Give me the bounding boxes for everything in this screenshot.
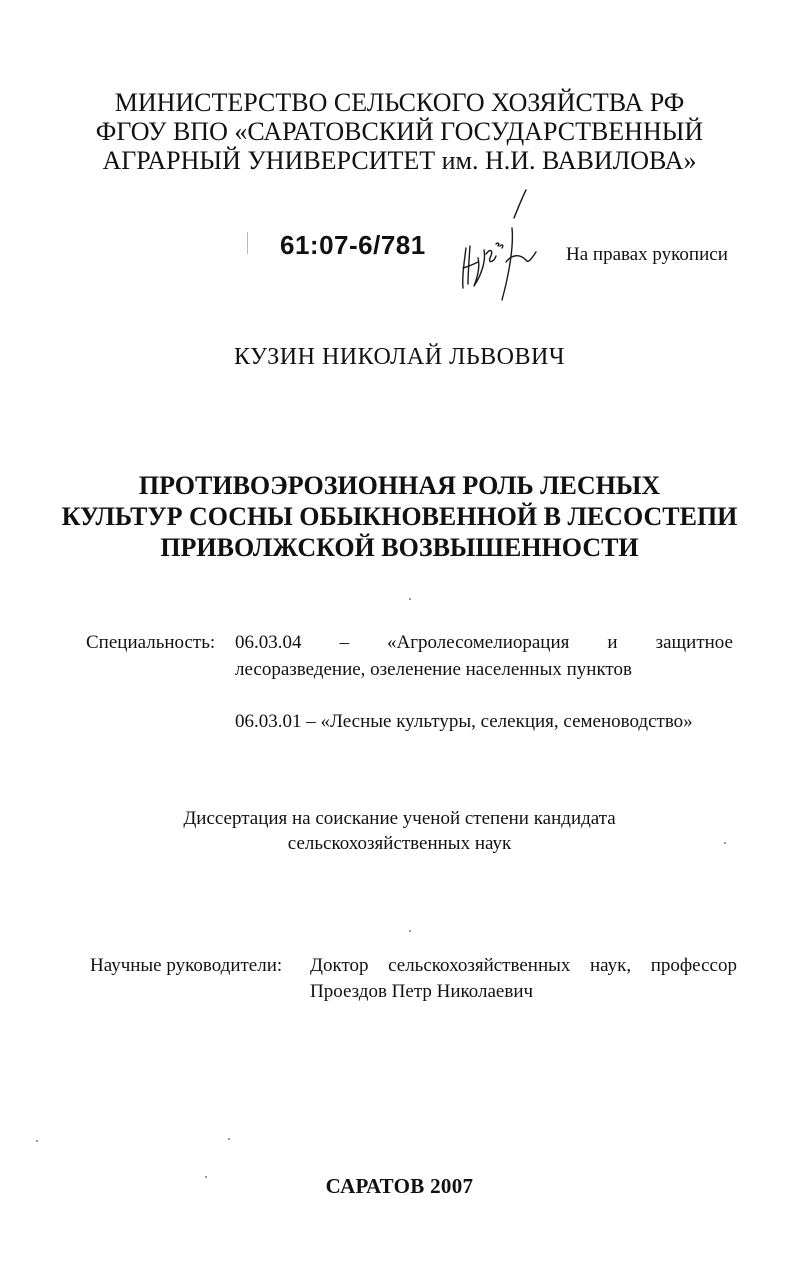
stamp-mark	[247, 232, 248, 254]
ministry-line-3: АГРАРНЫЙ УНИВЕРСИТЕТ им. Н.И. ВАВИЛОВА»	[102, 146, 697, 175]
specialty-dash: –	[339, 632, 350, 653]
degree-word-1: Доктор	[310, 955, 369, 976]
specialty-second: 06.03.01 – «Лесные культуры, селекция, семеноводство»	[235, 711, 693, 732]
scan-speck	[409, 598, 411, 600]
dissertation-title	[0, 470, 799, 563]
specialty-code-1: 06.03.04	[235, 632, 302, 653]
supervisor-name: Проездов Петр Николаевич	[310, 981, 534, 1002]
city-year: САРАТОВ 2007	[325, 1174, 474, 1198]
scan-speck	[228, 1138, 230, 1140]
title-line-2: КУЛЬТУР СОСНЫ ОБЫКНОВЕННОЙ В ЛЕСОСТЕПИ	[61, 502, 738, 531]
dissertation-statement	[0, 806, 799, 856]
specialty-label: Специальность:	[86, 632, 216, 653]
title-line-1: ПРОТИВОЭРОЗИОННАЯ РОЛЬ ЛЕСНЫХ	[138, 471, 661, 500]
scan-speck	[724, 842, 726, 844]
degree-word-3: наук,	[589, 955, 632, 976]
statement-line-1: Диссертация на соискание ученой степени кандидата	[183, 808, 616, 829]
degree-word-4: профессор	[650, 955, 737, 976]
specialty-word-3: защитное	[655, 632, 733, 653]
rights-note: На правах рукописи	[566, 244, 728, 265]
degree-word-2: сельскохозяйственных	[388, 955, 571, 976]
ministry-line-1: МИНИСТЕРСТВО СЕЛЬСКОГО ХОЗЯЙСТВА РФ	[114, 88, 685, 117]
specialty-word-2: и	[607, 632, 618, 653]
supervisors-degree	[310, 955, 737, 977]
specialty-continuation: лесоразведение, озеленение населенных пунктов	[235, 659, 632, 680]
author-name: КУЗИН НИКОЛАЙ ЛЬВОВИЧ	[234, 344, 565, 370]
ministry-header	[0, 88, 799, 175]
scan-speck	[409, 930, 411, 932]
specialty-word-1: «Агролесомелиорация	[387, 632, 570, 653]
scan-speck	[36, 1140, 38, 1142]
catalog-code: 61:07-6/781	[280, 230, 426, 260]
supervisors-label: Научные руководители:	[90, 955, 283, 976]
statement-line-2: сельскохозяйственных наук	[287, 833, 512, 854]
specialty-first-line	[235, 632, 733, 654]
ministry-line-2: ФГОУ ВПО «САРАТОВСКИЙ ГОСУДАРСТВЕННЫЙ	[95, 117, 704, 146]
signature-icon	[456, 188, 546, 306]
title-line-3: ПРИВОЛЖСКОЙ ВОЗВЫШЕННОСТИ	[160, 533, 639, 562]
